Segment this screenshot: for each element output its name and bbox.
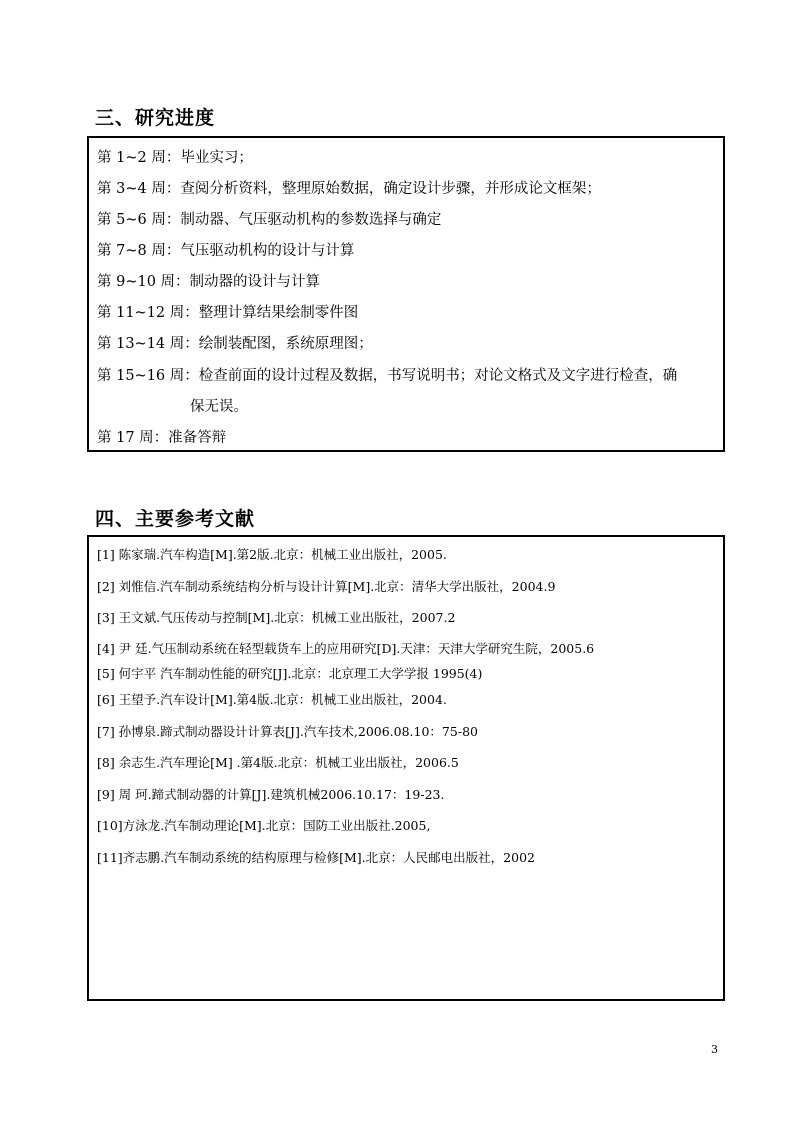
schedule-item: 第 3~4 周：查阅分析资料，整理原始数据，确定设计步骤，并形成论文框架； [97,181,601,197]
schedule-item: 第 15~16 周：检查前面的设计过程及数据，书写说明书；对论文格式及文字进行检查，确 [97,368,678,384]
schedule-item: 第 9~10 周：制动器的设计与计算 [97,274,321,290]
reference-item: [5] 何宇平 汽车制动性能的研究[J].北京：北京理工大学学报 1995(4) [97,666,483,681]
schedule-item: 第 17 周：准备答辩 [97,430,227,446]
schedule-item: 第 7~8 周：气压驱动机构的设计与计算 [97,243,355,259]
schedule-item-continuation: 保无误。 [190,399,248,415]
schedule-table [87,136,725,452]
reference-item: [2] 刘惟信.汽车制动系统结构分析与设计计算[M].北京：清华大学出版社，2004.9 [97,579,556,594]
references-table [87,535,725,1001]
reference-item: [9] 周 珂.蹄式制动器的计算[J].建筑机械2006.10.17：19-23. [97,787,445,802]
reference-item: [6] 王望予.汽车设计[M].第4版.北京：机械工业出版社，2004. [97,692,447,707]
section-heading-progress: 三、研究进度 [95,107,216,129]
reference-item: [4] 尹 廷.气压制动系统在轻型载货车上的应用研究[D].天津：天津大学研究生院，2005.6 [97,641,595,656]
reference-item: [8] 余志生.汽车理论[M] .第4版.北京：机械工业出版社，2006.5 [97,755,459,770]
reference-item: [10]方泳龙.汽车制动理论[M].北京：国防工业出版社.2005, [97,818,431,833]
schedule-item: 第 11~12 周：整理计算结果绘制零件图 [97,305,359,321]
page-number: 3 [711,1043,718,1056]
schedule-item: 第 5~6 周：制动器、气压驱动机构的参数选择与确定 [97,212,442,228]
reference-item: [3] 王文斌.气压传动与控制[M].北京：机械工业出版社，2007.2 [97,610,456,625]
reference-item: [1] 陈家瑞.汽车构造[M].第2版.北京：机械工业出版社，2005. [97,547,447,562]
schedule-item: 第 13~14 周：绘制装配图，系统原理图； [97,336,373,352]
schedule-item: 第 1~2 周：毕业实习； [97,150,253,166]
section-heading-references: 四、主要参考文献 [95,508,256,530]
reference-item: [11]齐志鹏.汽车制动系统的结构原理与检修[M].北京：人民邮电出版社，2002 [97,850,535,865]
reference-item: [7] 孙博泉.蹄式制动器设计计算表[J].汽车技术,2006.08.10：75-80 [97,724,478,739]
